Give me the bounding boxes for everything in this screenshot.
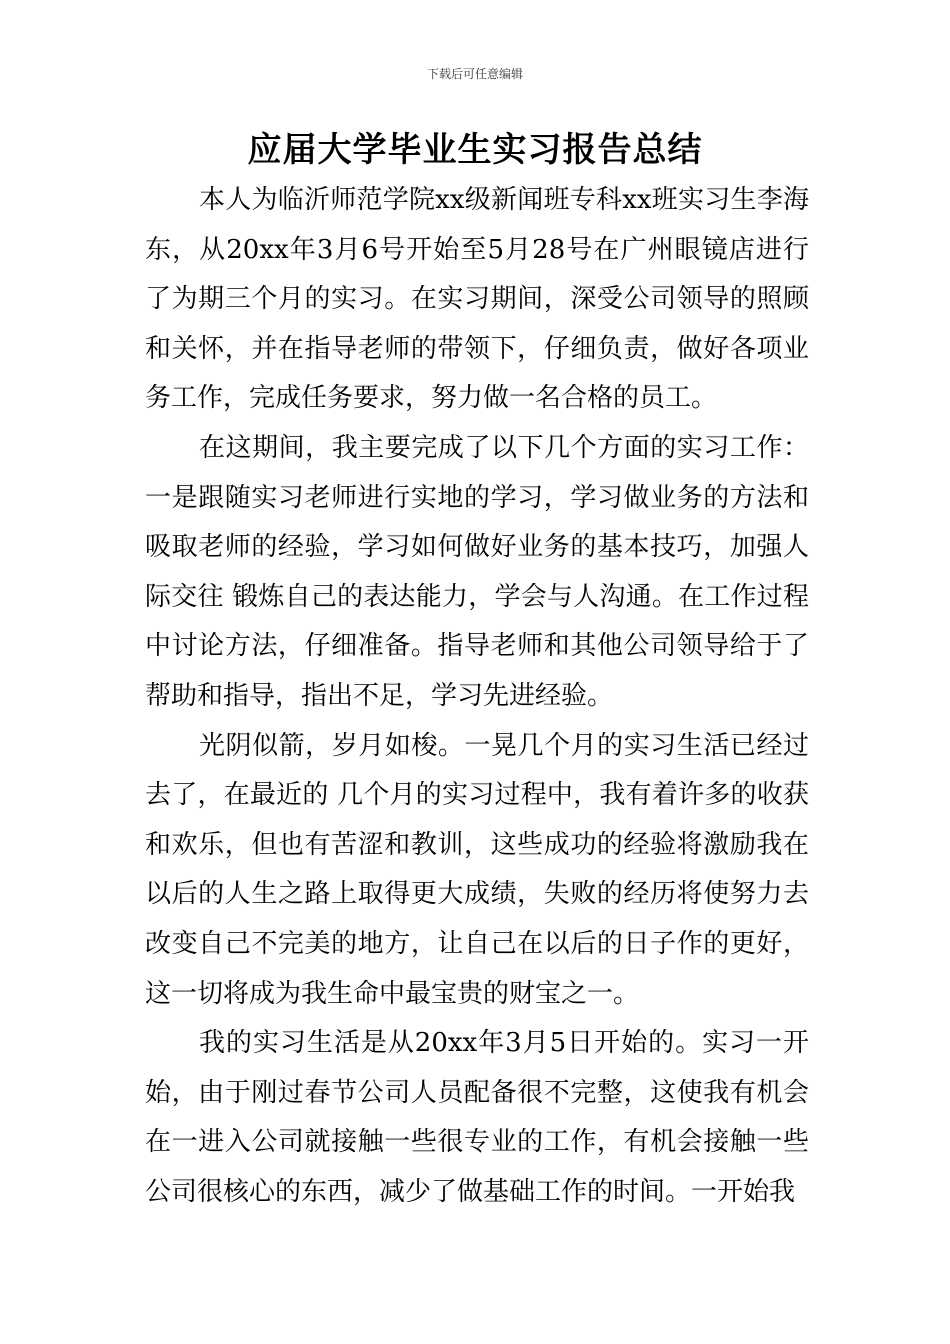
header-note: 下载后可任意编辑	[426, 67, 523, 81]
paragraph-3: 光阴似箭，岁月如梭。一晃几个月的实习生活已经过去了，在最近的 几个月的实习过程中，我有着许多的收获和欢乐，但也有苦涩和教训，这些成功的经验将激励我在以后的人生之路上取得更大成绩，失败的经历将使努力去改变自己不完美的地方，让自己在以后的日子作的更好，这一切将成为我生命中最宝贵的财宝之一。	[145, 730, 809, 1009]
document-title: 应届大学毕业生实习报告总结	[247, 130, 703, 170]
paragraph-2: 在这期间，我主要完成了以下几个方面的实习工作：一是跟随实习老师进行实地的学习，学习做业务的方法和吸取老师的经验，学习如何做好业务的基本技巧，加强人际交往 锻炼自己的表达能力，学会与人沟通。在工作过程中讨论方法，仔细准备。指导老师和其他公司领导给于了帮助和指导，指出不足，学习先进经验。	[145, 432, 809, 711]
paragraph-4: 我的实习生活是从20xx年3月5日开始的。实习一开始，由于刚过春节公司人员配备很不完整，这使我有机会在一进入公司就接触一些很专业的工作，有机会接触一些公司很核心的东西，减少了做基础工作的时间。一开始我	[145, 1028, 809, 1207]
document-body	[145, 176, 809, 1217]
paragraph-1: 本人为临沂师范学院xx级新闻班专科xx班实习生李海东，从20xx年3月6号开始至5月28号在广州眼镜店进行了为期三个月的实习。在实习期间，深受公司领导的照顾和关怀，并在指导老师的带领下，仔细负责，做好各项业务工作，完成任务要求，努力做一名合格的员工。	[145, 185, 809, 414]
